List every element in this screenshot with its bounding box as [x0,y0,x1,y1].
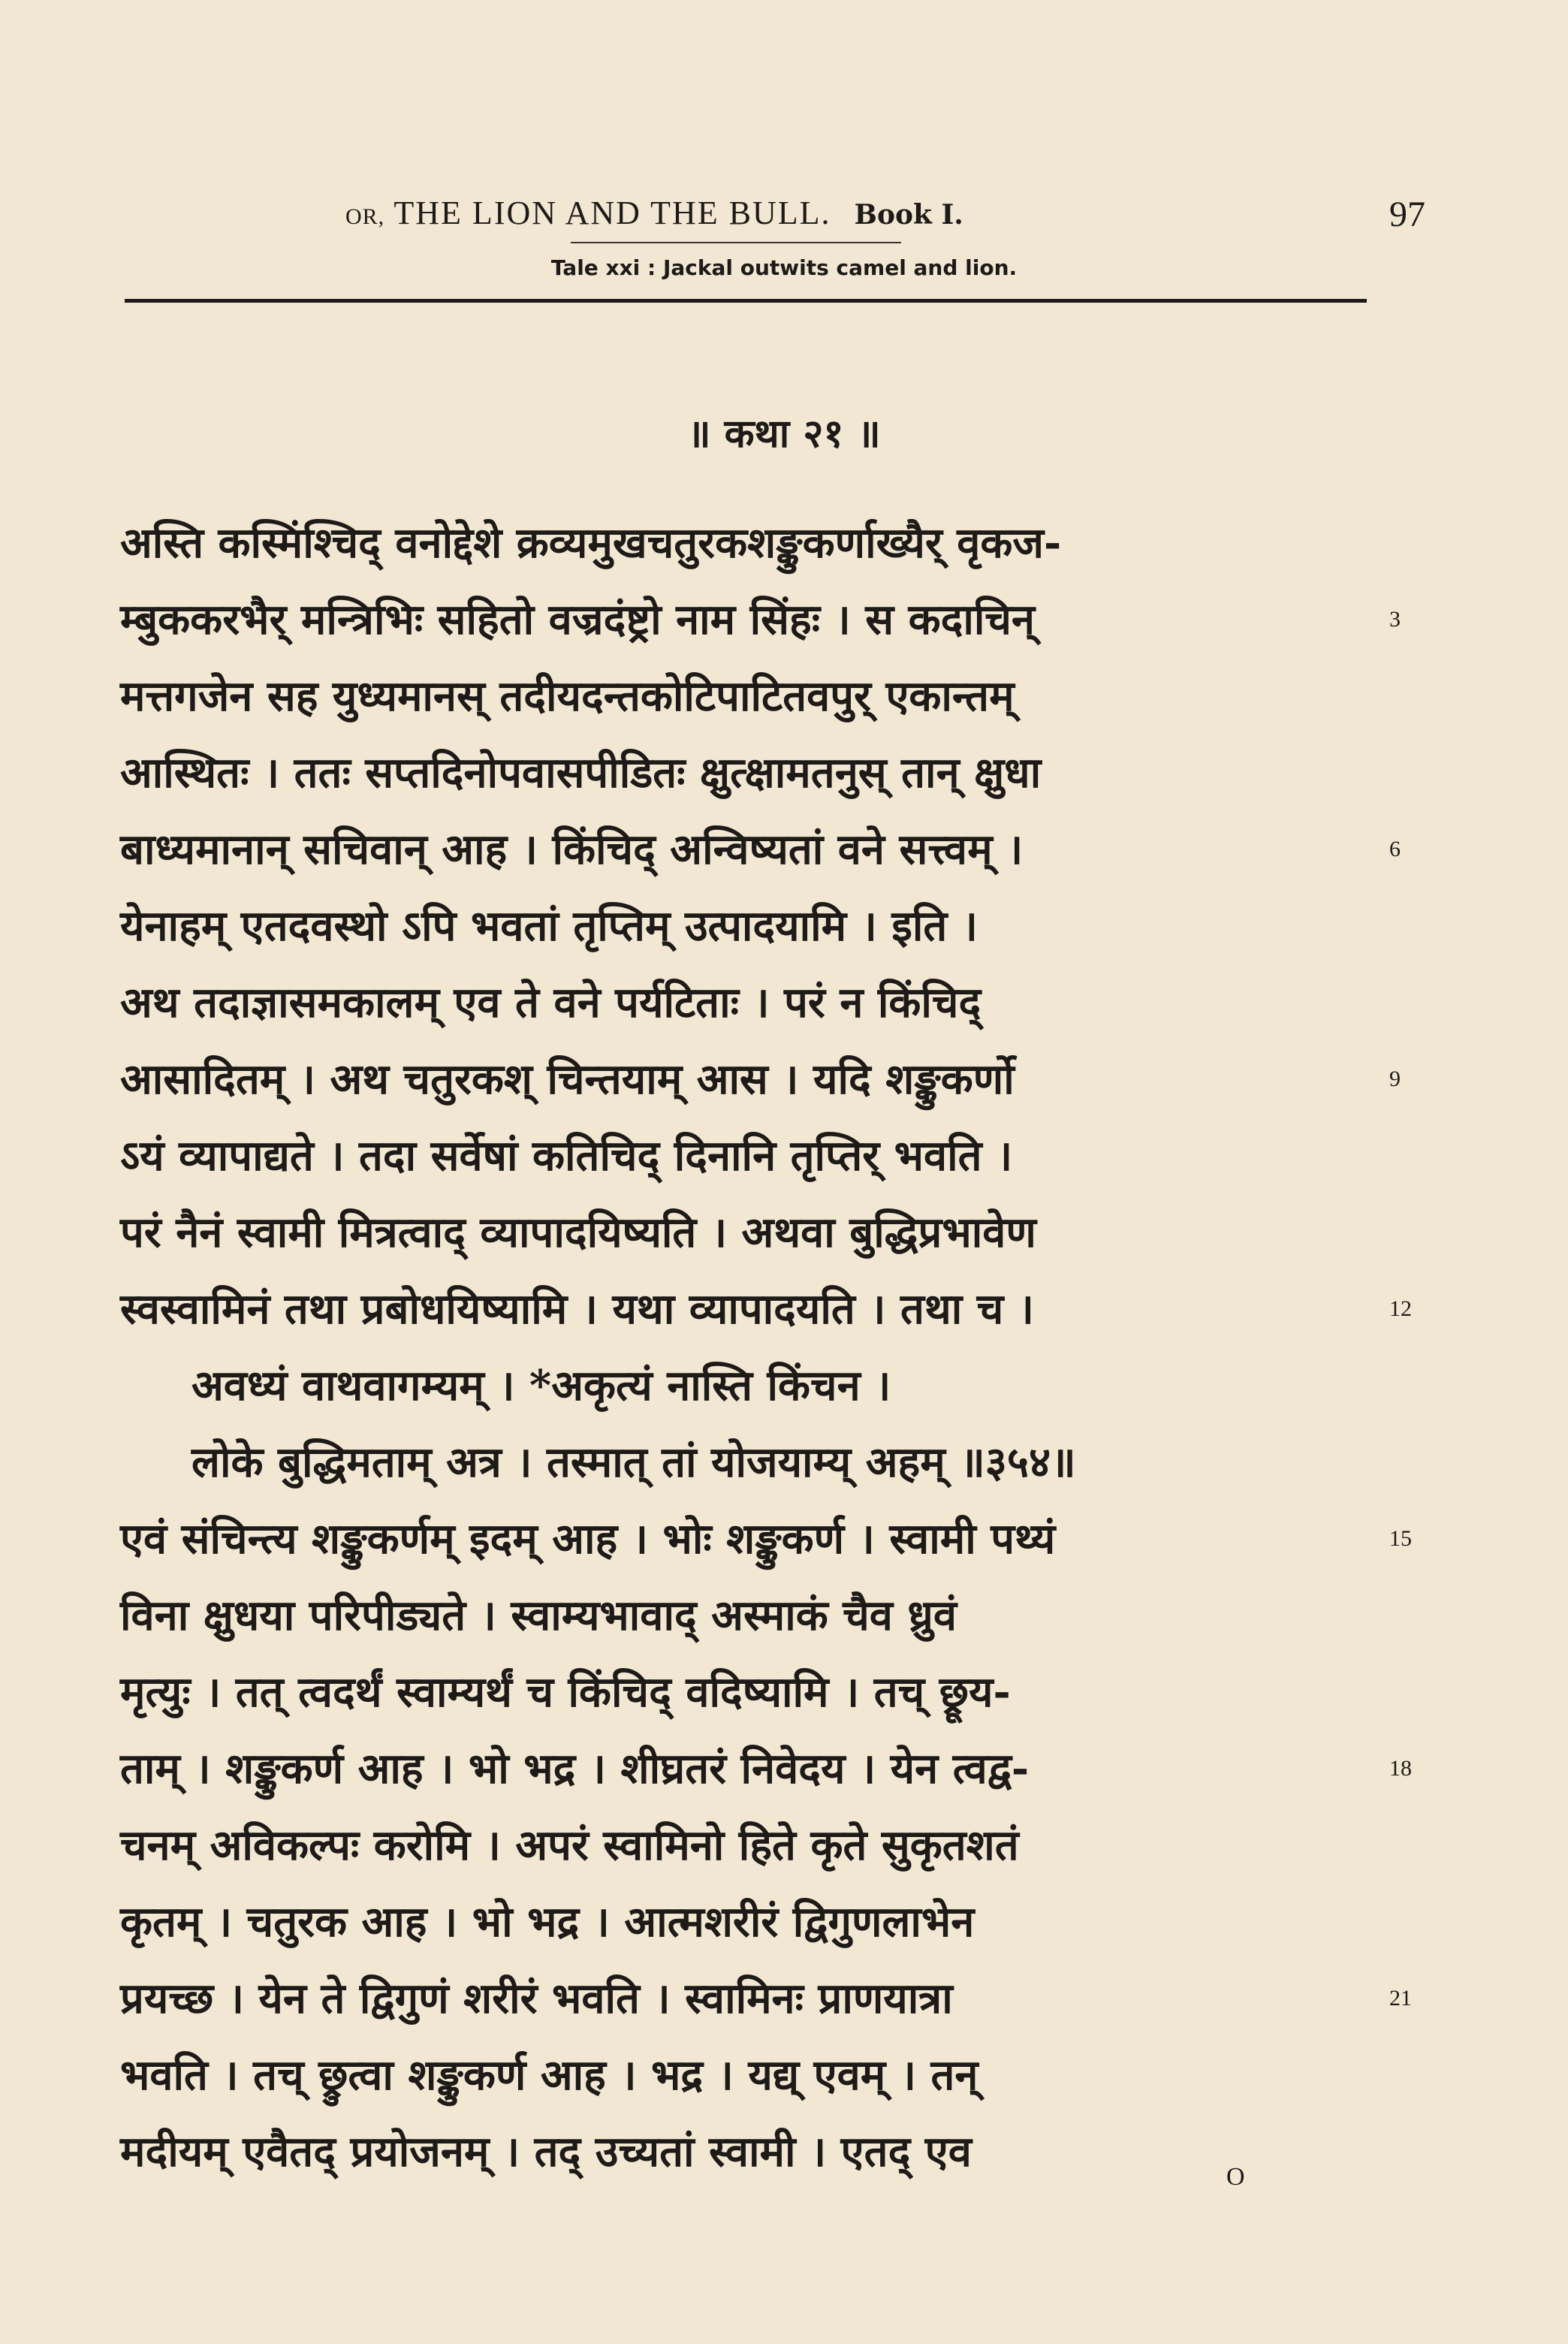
line-number: 3 [1389,607,1401,632]
line-text: भवति । तच् छ्रुत्वा शङ्कुकर्ण आह । भद्र । यद्य् एवम् । तन् [120,2050,978,2100]
line-text: कृतम् । चतुरक आह । भो भद्र । आत्मशरीरं द्विगुणलाभेन [120,1897,975,1947]
line-text: अस्ति कस्मिंश्चिद् वनोद्देशे क्रव्यमुखचतुरकशङ्कुकर्णाख्यैर् वृकज- [120,518,1062,568]
line-number: 12 [1389,1296,1412,1321]
text-line [120,1194,1382,1271]
tale-subhead: Tale xxi : Jackal outwits camel and lion. [550,255,1018,280]
page-number: 97 [1389,195,1425,234]
text-line [120,2037,1382,2113]
running-title [345,194,963,232]
text-line [120,888,1382,964]
body-text [120,505,1412,2190]
line-number: 15 [1389,1526,1412,1551]
line-text: विना क्षुधया परिपीड्यते । स्वाम्यभावाद् अस्माकं चैव ध्रुवं [120,1591,957,1640]
text-line [120,964,1382,1041]
line-number: 21 [1389,1986,1412,2011]
text-line [120,735,1382,811]
line-text: आसादितम् । अथ चतुरकश् चिन्तयाम् आस । यदि शङ्कुकर्णो [120,1054,1015,1104]
line-text: चनम् अविकल्पः करोमि । अपरं स्वामिनो हिते कृते सुकृतशतं [120,1821,1019,1870]
text-line [120,1118,1382,1194]
line-text: स्वस्वामिनं तथा प्रबोधयिष्यामि । यथा व्यापादयति । तथा च । [120,1284,1035,1334]
line-text: मत्तगजेन सह युध्यमानस् तदीयदन्तकोटिपाटितवपुर् एकान्तम् [120,671,1015,721]
line-number: 18 [1389,1756,1412,1781]
text-line [120,658,1382,735]
line-number: 9 [1389,1066,1401,1091]
line-text: लोके बुद्धिमताम् अत्र । तस्मात् तां योजयाम्य् अहम् ॥३५४॥ [191,1437,1076,1487]
line-text: म्बुककरभैर् मन्त्रिभिः सहितो वज्रदंष्ट्रो नाम सिंहः । स कदाचिन् [120,595,1036,644]
line-text: मृत्युः । तत् त्वदर्थं स्वाम्यर्थं च किंचिद् वदिष्यामि । तच् छ्रूय- [120,1667,1011,1717]
running-title-book: Book I. [854,199,963,231]
running-head [0,194,1568,239]
text-line [120,1501,1412,1577]
line-text: एवं संचिन्त्य शङ्कुकर्णम् इदम् आह । भोः शङ्कुकर्ण । स्वामी पथ्यं [120,1514,1056,1564]
tale-heading: ॥ कथा २१ ॥ [687,411,881,457]
text-line [120,1041,1401,1118]
text-line [120,2113,1382,2190]
line-text: ताम् । शङ्कुकर्ण आह । भो भद्र । शीघ्रतरं निवेदय । येन त्वद्व- [120,1744,1030,1793]
text-line [120,1577,1382,1654]
text-line [120,811,1401,888]
text-line [120,1424,1382,1501]
line-text: परं नैनं स्वामी मित्रत्वाद् व्यापादयिष्यति । अथवा बुद्धिप्रभावेण [120,1208,1036,1257]
line-text: मदीयम् एवैतद् प्रयोजनम् । तद् उच्यतां स्वामी । एतद् एव [120,2127,972,2177]
line-text: अवध्यं वाथवागम्यम् । *अकृत्यं नास्ति किंचन । [191,1361,891,1410]
text-line [120,1884,1382,1960]
header-rule [125,299,1367,303]
text-line [120,1654,1382,1730]
running-title-text: THE LION AND THE BULL. [394,195,831,231]
signature-mark: O [1226,2163,1245,2191]
text-line [120,505,1382,581]
text-line [120,1730,1412,1807]
line-text: बाध्यमानान् सचिवान् आह । किंचिद् अन्विष्यतां वने सत्त्वम् । [120,825,1024,874]
line-text: येनाहम् एतदवस्थो ऽपि भवतां तृप्तिम् उत्पादयामि । इति । [120,901,978,951]
running-title-or: OR, [345,204,385,229]
short-rule [571,242,901,243]
text-line [120,1960,1412,2037]
text-line [120,1807,1382,1884]
text-line [120,581,1401,658]
line-text: ऽयं व्यापाद्यते । तदा सर्वेषां कतिचिद् दिनानि तृप्तिर् भवति । [120,1131,1013,1181]
line-text: आस्थितः । ततः सप्तदिनोपवासपीडितः क्षुत्क्षामतनुस् तान् क्षुधा [120,748,1042,798]
text-line [120,1271,1412,1347]
line-text: अथ तदाज्ञासमकालम् एव ते वने पर्यटिताः । परं न किंचिद् [120,978,982,1027]
line-text: प्रयच्छ । येन ते द्विगुणं शरीरं भवति । स्वामिनः प्राणयात्रा [120,1974,953,2023]
text-line [120,1347,1382,1424]
line-number: 6 [1389,837,1401,861]
